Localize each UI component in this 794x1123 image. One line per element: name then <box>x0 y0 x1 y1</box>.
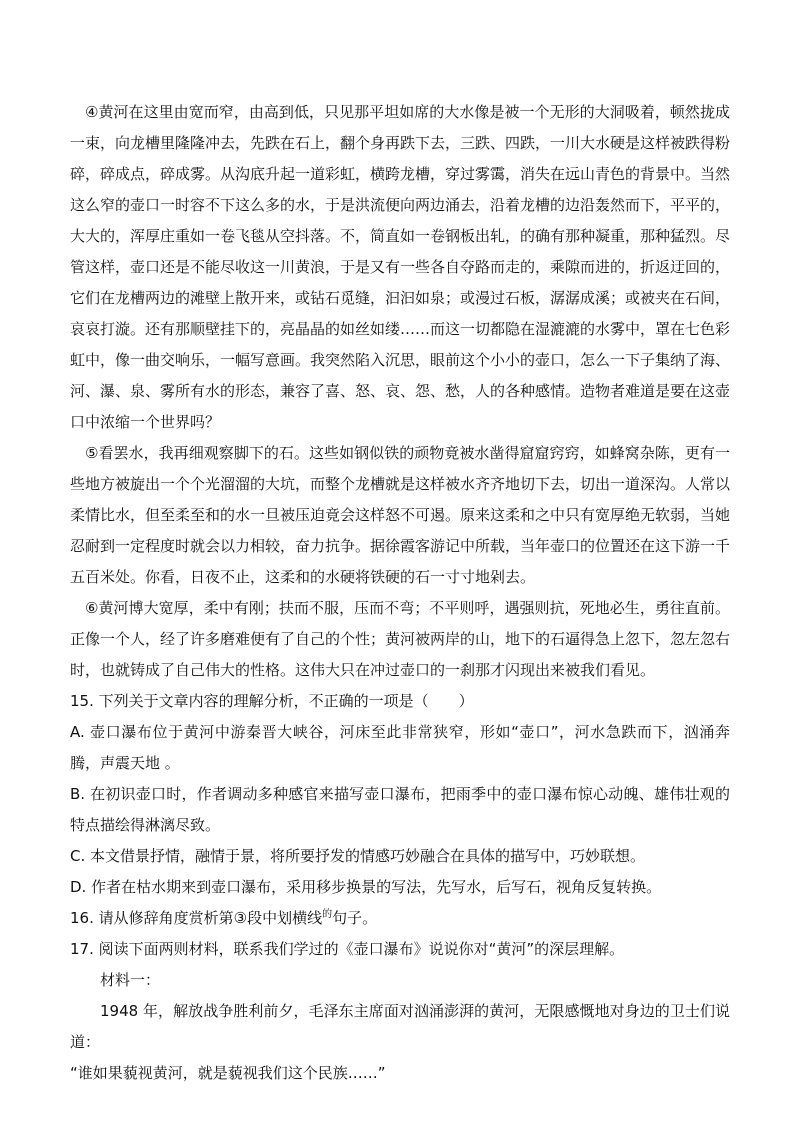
question-15-option-b: B. 在初识壶口时，作者调动多种感官来描写壶口瀑布，把雨季中的壶口瀑布惊心动魄、雄伟壮观的特点描绘得淋漓尽致。 <box>70 785 730 834</box>
question-15-option-d: D. 作者在枯水期来到壶口瀑布，采用移步换景的写法，先写水，后写石，视角反复转换。 <box>70 878 662 896</box>
document-content <box>70 97 730 1089</box>
question-16 <box>70 903 730 934</box>
question-17-material-text: 1948 年，解放战争胜利前夕，毛泽东主席面对汹涌澎湃的黄河，无限感慨地对身边的卫士们说道： <box>70 1002 730 1051</box>
question-17-stem: 17. 阅读下面两则材料，联系我们学过的《壶口瀑布》说说你对“黄河”的深层理解。 <box>70 940 625 958</box>
question-17-quote: “谁如果藐视黄河，就是藐视我们这个民族……” <box>70 1064 386 1082</box>
question-17-material-label: 材料一： <box>100 971 161 989</box>
question-16-after: 句子。 <box>332 909 378 927</box>
question-15-stem: 15. 下列关于文章内容的理解分析，不正确的一项是（ ） <box>70 692 474 710</box>
paragraph-4: ④黄河在这里由宽而窄，由高到低，只见那平坦如席的大水像是被一个无形的大洞吸着，顿然拢成一束，向龙槽里隆隆冲去，先跌在石上，翻个身再跌下去，三跌、四跌，一川大水硬是这样被跌得粉碎，碎成点，碎成雾。从沟底升起一道彩虹，横跨龙槽，穿过雾霭，消失在远山青色的背景中。当然这么窄的壶口一时容不下这么多的水，于是洪流便向两边涌去，沿着龙槽的边沿轰然而下，平平的，大大的，浑厚庄重如一卷飞毯从空抖落。不，简直如一卷钢板出轧，的确有那种凝重，那种猛烈。尽管这样，壶口还是不能尽收这一川黄浪，于是又有一些各自夺路而走的，乘隙而进的，折返迂回的，它们在龙槽两边的滩壁上散开来，或钻石觅缝，汩汩如泉；或漫过石板，潺潺成溪；或被夹在石间，哀哀打漩。还有那顺壁挂下的，亮晶晶的如丝如缕……而这一切都隐在湿漉漉的水雾中，罩在七色彩虹中，像一曲交响乐，一幅写意画。我突然陷入沉思，眼前这个小小的壶口，怎么一下子集纳了海、河、瀑、泉、雾所有水的形态，兼容了喜、怒、哀、怨、愁，人的各种感情。造物者难道是要在这壶口中浓缩一个世界吗？ <box>70 103 731 431</box>
paragraph-5: ⑤看罢水，我再细观察脚下的石。这些如钢似铁的顽物竟被水凿得窟窟窍窍，如蜂窝杂陈，更有一些地方被旋出一个个光溜溜的大坑，而整个龙槽就是这样被水齐齐地切下去，切出一道深沟。人常以柔情比水，但至柔至和的水一旦被压迫竟会这样怒不可遏。原来这柔和之中只有宽厚绝无软弱，当她忍耐到一定程度时就会以力相较，奋力抗争。据徐霞客游记中所载，当年壶口的位置还在这下游一千五百米处。你看，日夜不止，这柔和的水硬将铁硬的石一寸寸地剁去。 <box>70 444 731 586</box>
question-16-superscript: 的 <box>322 909 333 920</box>
question-16-before: 16. 请从修辞角度赏析第③段中划横线 <box>70 909 323 927</box>
paragraph-6: ⑥黄河博大宽厚，柔中有刚；扶而不服，压而不弯；不平则呼，遇强则抗，死地必生，勇往直前。正像一个人，经了许多磨难便有了自己的个性；黄河被两岸的山，地下的石逼得急上忽下，忽左忽右时，也就铸成了自己伟大的性格。这伟大只在冲过壶口的一刹那才闪现出来被我们看见。 <box>70 599 731 679</box>
question-15-option-a: A. 壶口瀑布位于黄河中游秦晋大峡谷，河床至此非常狭窄，形如“壶口”，河水急跌而下，汹涌奔腾，声震天地 。 <box>70 723 730 772</box>
question-15-option-c: C. 本文借景抒情，融情于景，将所要抒发的情感巧妙融合在具体的描写中，巧妙联想。 <box>70 847 646 865</box>
